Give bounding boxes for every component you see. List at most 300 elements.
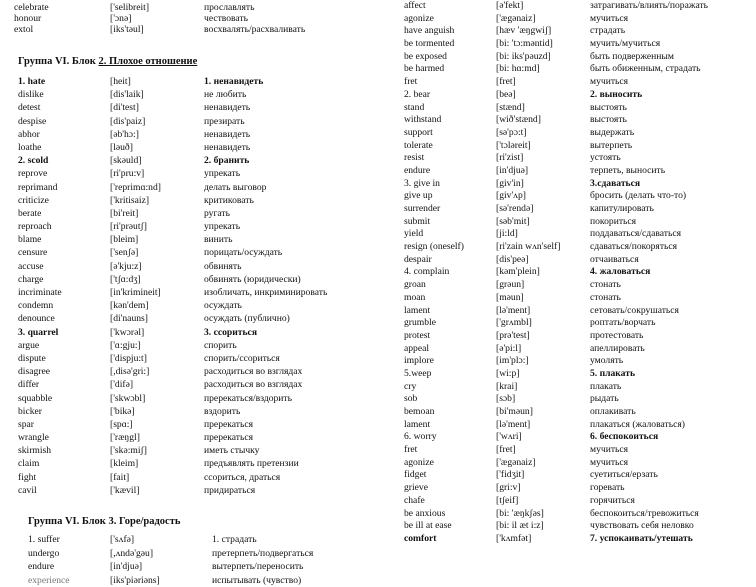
translation: горячиться [590, 495, 756, 508]
translation: плакать [590, 381, 756, 394]
vocab-row [14, 75, 374, 88]
english-word: resist [404, 152, 494, 165]
vocab-row [404, 343, 756, 356]
translation: роптать/ворчать [590, 317, 756, 330]
translation: выдержать [590, 127, 756, 140]
translation: терпеть, выносить [590, 165, 756, 178]
english-word: tolerate [404, 140, 494, 153]
translation: вздорить [204, 405, 364, 418]
english-word: surrender [404, 203, 494, 216]
vocab-row [14, 392, 374, 405]
transcription: [sɔb] [496, 393, 588, 406]
translation: презирать [204, 115, 364, 128]
translation: критиковать [204, 194, 364, 207]
english-word: wrangle [18, 431, 108, 444]
vocab-row [14, 13, 374, 24]
vocab-row [14, 88, 374, 101]
transcription: [in'krimineit] [110, 286, 202, 299]
transcription: [sə'pɔ:t] [496, 127, 588, 140]
english-word: be ill at ease [404, 520, 494, 533]
transcription: [kleim] [110, 457, 202, 470]
translation: спорить/ссориться [204, 352, 364, 365]
english-word: 1. hate [18, 75, 108, 88]
english-word: criticize [18, 194, 108, 207]
transcription: [kəm'plein] [496, 266, 588, 279]
english-word: detest [18, 101, 108, 114]
vocab-row [14, 574, 374, 587]
transcription: ['skə:miʃ] [110, 444, 202, 457]
transcription: [fait] [110, 471, 202, 484]
transcription: [heit] [110, 75, 202, 88]
vocab-row [404, 25, 756, 38]
transcription: [səb'mit] [496, 216, 588, 229]
vocab-row [404, 0, 756, 13]
group3-heading: Группа VI. Блок 3. Горе/радость [28, 515, 388, 529]
translation: бросить (делать что-то) [590, 190, 756, 203]
translation: испытывать (чувство) [212, 574, 364, 587]
translation: 3.сдаваться [590, 178, 756, 191]
translation: пререкаться [204, 418, 364, 431]
translation: мучиться [590, 457, 756, 470]
transcription: [krai] [496, 381, 588, 394]
vocab-row [14, 484, 374, 497]
english-word: moan [404, 292, 494, 305]
vocab-row [14, 273, 374, 286]
vocab-row [404, 419, 756, 432]
english-word: disagree [18, 365, 108, 378]
translation: чувствовать себя неловко [590, 520, 756, 533]
english-word: sob [404, 393, 494, 406]
english-word: affect [404, 0, 494, 13]
translation: чествовать [204, 13, 364, 24]
english-word: bicker [18, 405, 108, 418]
translation: ругать [204, 207, 364, 220]
transcription: [in'djuə] [496, 165, 588, 178]
vocab-row [404, 368, 756, 381]
english-word: skirmish [18, 444, 108, 457]
left-column [14, 2, 374, 587]
english-word: 2. scold [18, 154, 108, 167]
vocab-row [404, 495, 756, 508]
vocab-row [404, 228, 756, 241]
english-word: lament [404, 419, 494, 432]
english-word: charge [18, 273, 108, 286]
english-word: honour [14, 13, 106, 24]
translation: мучиться [590, 444, 756, 457]
transcription: ['skwɔbl] [110, 392, 202, 405]
translation: суетиться/ерзать [590, 469, 756, 482]
transcription: ['selibreit] [110, 2, 200, 13]
english-word: fret [404, 76, 494, 89]
vocab-row [14, 547, 374, 561]
translation: затрагивать/влиять/поражать [590, 0, 756, 13]
transcription: [bi'reit] [110, 207, 202, 220]
vocab-row [404, 266, 756, 279]
translation: осуждать (публично) [204, 312, 364, 325]
vocab-row [14, 24, 374, 35]
english-word: extol [14, 24, 106, 35]
transcription: ['kwɔrəl] [110, 326, 202, 339]
vocab-row [404, 508, 756, 521]
vocab-row [14, 365, 374, 378]
english-word: be harmed [404, 63, 494, 76]
english-word: experience [28, 574, 112, 587]
transcription: ['kritisaiz] [110, 194, 202, 207]
vocab-row [404, 114, 756, 127]
translation: обвинять [204, 260, 364, 273]
translation: мучиться [590, 76, 756, 89]
transcription: ['sʌfə] [110, 533, 202, 547]
translation: осуждать [204, 299, 364, 312]
translation: вытерпеть [590, 140, 756, 153]
vocab-row [404, 482, 756, 495]
transcription: [gri:v] [496, 482, 588, 495]
transcription: [bi: 'æŋkʃəs] [496, 508, 588, 521]
vocab-row [404, 190, 756, 203]
transcription: ['bikə] [110, 405, 202, 418]
transcription: [ri'zain wʌn'self] [496, 241, 588, 254]
transcription: [skəuld] [110, 154, 202, 167]
transcription: ['senʃə] [110, 246, 202, 259]
english-word: appeal [404, 343, 494, 356]
transcription: ['reprimɑ:nd] [110, 181, 202, 194]
translation: 7. успокаивать/утешать [590, 533, 756, 546]
english-word: endure [404, 165, 494, 178]
vocab-row [404, 533, 756, 546]
group2-heading [18, 55, 378, 69]
transcription: [fret] [496, 76, 588, 89]
translation: быть обиженным, страдать [590, 63, 756, 76]
english-word: be anxious [404, 508, 494, 521]
transcription: [lə'ment] [496, 419, 588, 432]
transcription: [ri'prəutʃ] [110, 220, 202, 233]
vocab-row [14, 457, 374, 470]
transcription: [ri'pru:v] [110, 167, 202, 180]
vocab-row [404, 63, 756, 76]
translation: быть подверженным [590, 51, 756, 64]
translation: упрекать [204, 220, 364, 233]
english-word: give up [404, 190, 494, 203]
translation: упрекать [204, 167, 364, 180]
vocab-row [404, 254, 756, 267]
transcription: [iks'təul] [110, 24, 200, 35]
english-word: abhor [18, 128, 108, 141]
english-word: fidget [404, 469, 494, 482]
transcription: [kən'dem] [110, 299, 202, 312]
translation: страдать [590, 25, 756, 38]
translation: плакаться (жаловаться) [590, 419, 756, 432]
transcription: ['ræŋgl] [110, 431, 202, 444]
translation: мучить/мучиться [590, 38, 756, 51]
english-word: implore [404, 355, 494, 368]
transcription: [ji:ld] [496, 228, 588, 241]
translation: 4. жаловаться [590, 266, 756, 279]
transcription: [im'plɔ:] [496, 355, 588, 368]
english-word: groan [404, 279, 494, 292]
vocab-row [14, 286, 374, 299]
english-word: incriminate [18, 286, 108, 299]
vocab-row [14, 220, 374, 233]
english-word: reprimand [18, 181, 108, 194]
transcription: [bi'məun] [496, 406, 588, 419]
transcription: [ləuð] [110, 141, 202, 154]
transcription: ['ɑ:gju:] [110, 339, 202, 352]
vocab-row [14, 194, 374, 207]
vocab-row [404, 431, 756, 444]
translation: изобличать, инкриминировать [204, 286, 364, 299]
transcription: [ə'pi:l] [496, 343, 588, 356]
translation: не любить [204, 88, 364, 101]
translation: рыдать [590, 393, 756, 406]
transcription: [iks'piəriəns] [110, 574, 202, 587]
vocab-row [404, 393, 756, 406]
vocab-row [404, 127, 756, 140]
vocab-row [404, 241, 756, 254]
vocab-row [404, 203, 756, 216]
vocab-row [404, 13, 756, 26]
vocab-row [404, 520, 756, 533]
english-word: cavil [18, 484, 108, 497]
transcription: [əb'hɔ:] [110, 128, 202, 141]
transcription: [ri'zist] [496, 152, 588, 165]
transcription: ['kʌmfət] [496, 533, 588, 546]
translation: пререкаться [204, 431, 364, 444]
translation: выстоять [590, 114, 756, 127]
translation: отчаиваться [590, 254, 756, 267]
vocab-row [14, 260, 374, 273]
vocab-row [14, 115, 374, 128]
english-word: reproach [18, 220, 108, 233]
english-word: stand [404, 102, 494, 115]
transcription: [bi: hɑ:md] [496, 63, 588, 76]
vocab-row [14, 444, 374, 457]
transcription: [sə'rendə] [496, 203, 588, 216]
transcription: [dis'paiz] [110, 115, 202, 128]
english-word: have anguish [404, 25, 494, 38]
english-word: yield [404, 228, 494, 241]
vocab-row [14, 154, 374, 167]
translation: мучиться [590, 13, 756, 26]
english-word: undergo [28, 547, 112, 561]
translation: спорить [204, 339, 364, 352]
vocab-row [14, 418, 374, 431]
transcription: [giv'in] [496, 178, 588, 191]
transcription: ['fidʒit] [496, 469, 588, 482]
english-word: differ [18, 378, 108, 391]
english-word: argue [18, 339, 108, 352]
translation: выстоять [590, 102, 756, 115]
transcription: ['tɔləreit] [496, 140, 588, 153]
translation: 5. плакать [590, 368, 756, 381]
vocab-row [14, 299, 374, 312]
transcription: [bi: il æt i:z] [496, 520, 588, 533]
english-word: agonize [404, 457, 494, 470]
english-word: 3. quarrel [18, 326, 108, 339]
vocab-row [404, 89, 756, 102]
transcription: [məun] [496, 292, 588, 305]
vocab-row [14, 431, 374, 444]
translation: 2. выносить [590, 89, 756, 102]
translation: горевать [590, 482, 756, 495]
vocab-row [14, 181, 374, 194]
vocab-row [14, 471, 374, 484]
transcription: [stænd] [496, 102, 588, 115]
vocab-row [404, 457, 756, 470]
transcription: ['tʃɑ:dʒ] [110, 273, 202, 286]
translation: 6. беспокоиться [590, 431, 756, 444]
vocab-row [14, 2, 374, 13]
english-word: despise [18, 115, 108, 128]
english-word: endure [28, 560, 112, 574]
vocab-row [14, 560, 374, 574]
english-word: censure [18, 246, 108, 259]
english-word: loathe [18, 141, 108, 154]
english-word: be exposed [404, 51, 494, 64]
english-word: squabble [18, 392, 108, 405]
translation: порицать/осуждать [204, 246, 364, 259]
transcription: [di'nauns] [110, 312, 202, 325]
transcription: [dis'laik] [110, 88, 202, 101]
right-rows [404, 0, 756, 546]
english-word: support [404, 127, 494, 140]
english-word: 2. bear [404, 89, 494, 102]
english-word: 6. worry [404, 431, 494, 444]
transcription: [prə'test] [496, 330, 588, 343]
translation: 2. бранить [204, 154, 364, 167]
translation: капитулировать [590, 203, 756, 216]
group2-heading-prefix: Группа VI. Блок [18, 56, 98, 67]
english-word: chafe [404, 495, 494, 508]
english-word: submit [404, 216, 494, 229]
english-word: 1. suffer [28, 533, 112, 547]
transcription: [dis'peə] [496, 254, 588, 267]
translation: ссориться, драться [204, 471, 364, 484]
vocab-row [14, 378, 374, 391]
transcription: ['dispju:t] [110, 352, 202, 365]
english-word: spar [18, 418, 108, 431]
english-word: accuse [18, 260, 108, 273]
english-word: reprove [18, 167, 108, 180]
translation: обвинять (юридически) [204, 273, 364, 286]
transcription: [ə'fekt] [496, 0, 588, 13]
vocab-row [404, 330, 756, 343]
vocab-row [404, 279, 756, 292]
translation: делать выговор [204, 181, 364, 194]
translation: расходиться во взглядах [204, 378, 364, 391]
english-word: blame [18, 233, 108, 246]
transcription: [beə] [496, 89, 588, 102]
transcription: [wið'stænd] [496, 114, 588, 127]
vocab-row [14, 128, 374, 141]
transcription: [in'djuə] [110, 560, 202, 574]
english-word: withstand [404, 114, 494, 127]
group2-rows [14, 75, 374, 497]
translation: 1. страдать [212, 533, 364, 547]
english-word: dispute [18, 352, 108, 365]
vocab-row [404, 355, 756, 368]
vocab-row [14, 312, 374, 325]
transcription: ['wʌri] [496, 431, 588, 444]
transcription: [ə'kju:z] [110, 260, 202, 273]
vocab-row [14, 405, 374, 418]
translation: иметь стычку [204, 444, 364, 457]
translation: претерпеть/подвергаться [212, 547, 364, 561]
transcription: ['grʌmbl] [496, 317, 588, 330]
vocab-row [404, 165, 756, 178]
translation: ненавидеть [204, 141, 364, 154]
translation: протестовать [590, 330, 756, 343]
english-word: comfort [404, 533, 494, 546]
english-word: celebrate [14, 2, 106, 13]
english-word: 3. give in [404, 178, 494, 191]
transcription: [hæv 'æŋgwiʃ] [496, 25, 588, 38]
english-word: protest [404, 330, 494, 343]
english-word: fight [18, 471, 108, 484]
translation: восхвалять/расхваливать [204, 24, 364, 35]
english-word: resign (oneself) [404, 241, 494, 254]
english-word: despair [404, 254, 494, 267]
vocab-row [404, 317, 756, 330]
vocab-row [14, 141, 374, 154]
translation: сдаваться/покоряться [590, 241, 756, 254]
translation: придираться [204, 484, 364, 497]
transcription: [grəun] [496, 279, 588, 292]
translation: умолять [590, 355, 756, 368]
vocab-row [14, 339, 374, 352]
transcription: [fret] [496, 444, 588, 457]
english-word: be tormented [404, 38, 494, 51]
english-word: grumble [404, 317, 494, 330]
translation: оплакивать [590, 406, 756, 419]
vocab-row [14, 352, 374, 365]
vocab-row [14, 207, 374, 220]
transcription: [bleim] [110, 233, 202, 246]
right-column [404, 0, 756, 546]
english-word: agonize [404, 13, 494, 26]
english-word: 4. complain [404, 266, 494, 279]
group2-heading-underlined: 2. Плохое отношение [98, 56, 197, 67]
vocab-row [404, 38, 756, 51]
english-word: claim [18, 457, 108, 470]
english-word: condemn [18, 299, 108, 312]
transcription: [di'test] [110, 101, 202, 114]
translation: стонать [590, 292, 756, 305]
vocab-row [404, 178, 756, 191]
english-word: berate [18, 207, 108, 220]
transcription: [lə'ment] [496, 305, 588, 318]
translation: устоять [590, 152, 756, 165]
vocab-row [404, 216, 756, 229]
transcription: [,disə'gri:] [110, 365, 202, 378]
vocab-row [404, 51, 756, 64]
translation: пререкаться/вздорить [204, 392, 364, 405]
vocab-row [404, 381, 756, 394]
transcription: [giv'ʌp] [496, 190, 588, 203]
translation: расходиться во взглядах [204, 365, 364, 378]
vocab-row [14, 326, 374, 339]
translation: вытерпеть/переносить [212, 560, 364, 574]
translation: стонать [590, 279, 756, 292]
vocab-row [404, 140, 756, 153]
vocab-row [404, 305, 756, 318]
vocab-row [14, 246, 374, 259]
vocab-row [404, 469, 756, 482]
transcription: [spɑ:] [110, 418, 202, 431]
english-word: grieve [404, 482, 494, 495]
vocab-row [404, 444, 756, 457]
transcription: ['ɔnə] [110, 13, 200, 24]
transcription: ['difə] [110, 378, 202, 391]
